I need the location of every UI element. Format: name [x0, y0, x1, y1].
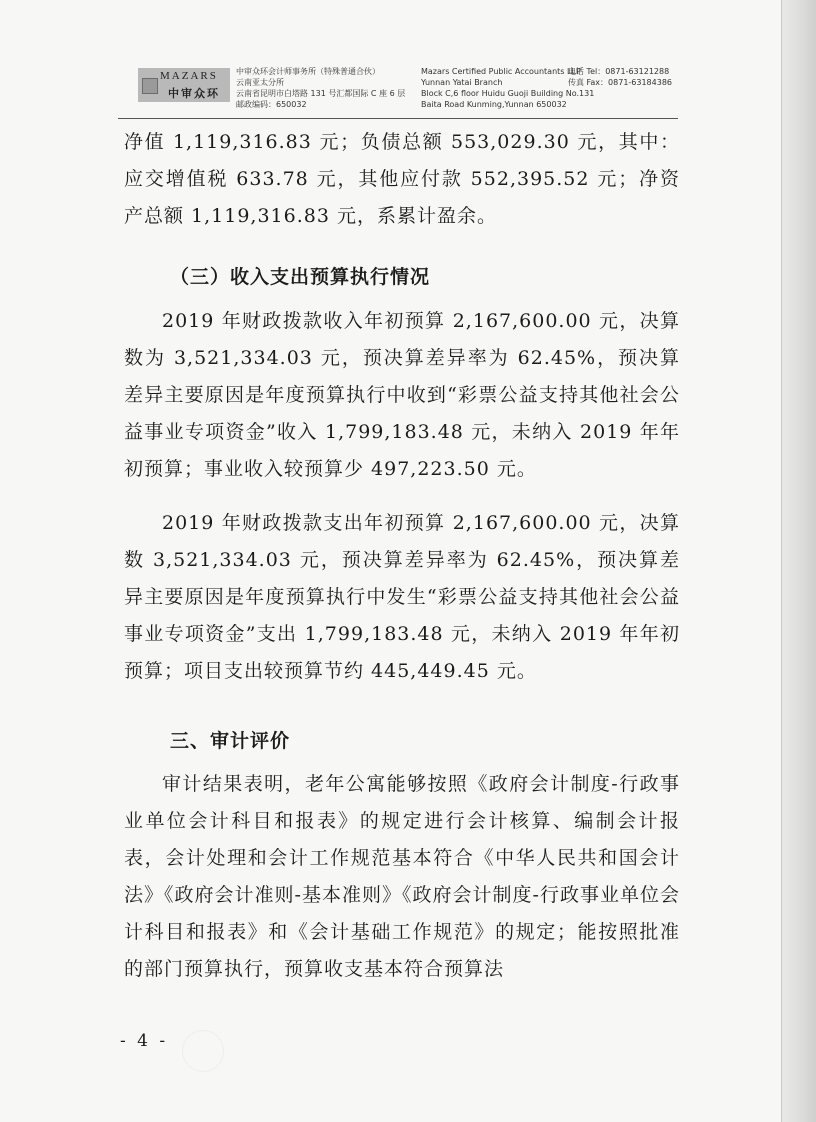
- letterhead-en-line: Baita Road Kunming,Yunnan 650032: [421, 100, 567, 109]
- paragraph-balance-continued: [124, 124, 680, 235]
- paragraph-text: 审计结果表明，老年公寓能够按照《政府会计制度-行政事业单位会计科目和报表》的规定进行会计核算、编制会计报表，会计处理和会计工作规范基本符合《中华人民共和国会计法》《政府会计准则-基本准则》《政府会计制度-行政事业单位会计科目和报表》和《会计基础工作规范》的规定；能按照批准的部门预算执行，预算收支基本符合预算法: [124, 773, 680, 980]
- paragraph-text: 2019 年财政拨款收入年初预算 2,167,600.00 元，决算数为 3,521,334.03 元，预决算差异率为 62.45%，预决算差异主要原因是年度预算执行中收到“彩票公益支持其他社会公益事业专项资金”收入 1,799,183.48 元，未纳入 2019 年年初预算；事业收入较预算少 497,223.50 元。: [124, 310, 680, 480]
- letterhead-contact: [568, 66, 672, 88]
- logo-text-en: MAZARS: [160, 70, 218, 82]
- paper-mark: [182, 1030, 224, 1072]
- logo-mark-icon: [142, 78, 158, 94]
- letterhead-cn-line: 云南亚太分所: [236, 78, 284, 87]
- section-heading-budget-execution: （三）收入支出预算执行情况: [170, 266, 431, 288]
- logo-text-cn: 中审众环: [168, 87, 220, 100]
- letterhead-cn-line: 中审众环会计师事务所（特殊普通合伙）: [236, 67, 380, 76]
- telephone: 电话 Tel：0871-63121288: [568, 67, 670, 76]
- letterhead-cn-line: 邮政编码：650032: [236, 100, 307, 109]
- paragraph-income: [124, 303, 680, 488]
- letterhead-divider: [118, 118, 678, 119]
- page-edge-shadow: [781, 0, 816, 1122]
- fax: 传真 Fax：0871-63184386: [568, 78, 673, 87]
- page-number: - 4 -: [120, 1031, 169, 1051]
- letterhead-cn-block: [236, 66, 405, 110]
- paragraph-text: 2019 年财政拨款支出年初预算 2,167,600.00 元，决算数 3,521,334.03 元，预决算差异率为 62.45%，预决算差异主要原因是年度预算执行中发生“彩票公益支持其他社会公益事业专项资金”支出 1,799,183.48 元，未纳入 2019 年年初预算；项目支出较预算节约 445,449.45 元。: [124, 512, 680, 682]
- letterhead-en-line: Mazars Certified Public Accountants LLP: [421, 67, 581, 76]
- letterhead-cn-line: 云南省昆明市白塔路 131 号汇都国际 C 座 6 层: [236, 89, 406, 98]
- paragraph-audit: [124, 766, 680, 988]
- paragraph-text: 净值 1,119,316.83 元；负债总额 553,029.30 元，其中：应交增值税 633.78 元，其他应付款 552,395.52 元；净资产总额 1,119,316.83 元，系累计盈余。: [124, 131, 680, 227]
- section-heading-audit-evaluation: 三、审计评价: [170, 730, 291, 752]
- paragraph-expense: [124, 505, 680, 690]
- letterhead-en-line: Block C,6 floor Huidu Guoji Building No.131: [421, 89, 595, 98]
- letterhead-en-line: Yunnan Yatai Branch: [421, 78, 503, 87]
- letterhead: [138, 62, 678, 120]
- firm-logo: [138, 68, 230, 102]
